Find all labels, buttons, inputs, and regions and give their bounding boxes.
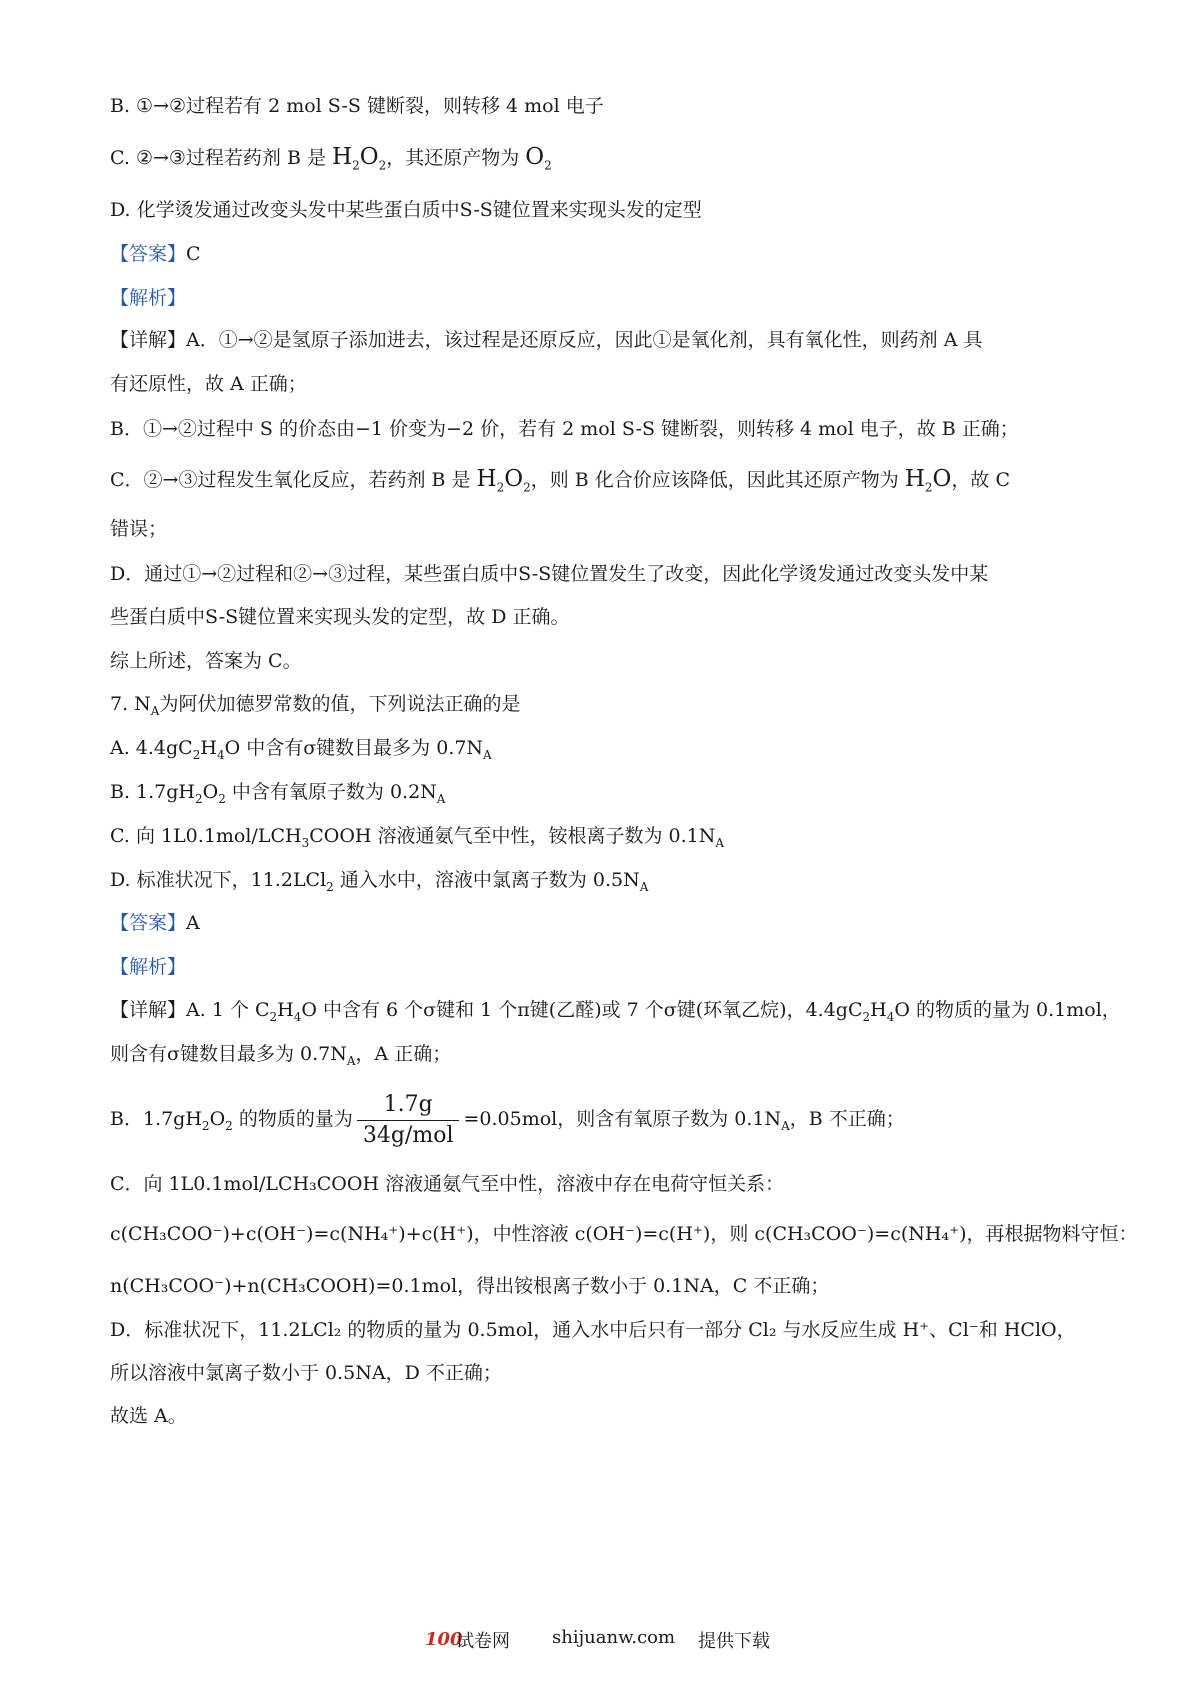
eac-sub: A [346, 1053, 356, 1068]
option-c-part2: ，其还原产物为 [386, 147, 526, 169]
ea-sub2: 4 [293, 1009, 302, 1024]
opt-b-sub1: 2 [195, 791, 203, 806]
opt-c-sub1: 3 [301, 835, 310, 850]
detail-a-cont: 有还原性，故 A 正确； [110, 373, 307, 395]
detail-c-part2: ，则 B 化合价应该降低，因此其还原产物为 [530, 469, 905, 491]
detail-a-text: A．①→②是氢原子添加进去，该过程是还原反应，因此①是氧化剂，具有氧化性，则药剂 A 具 [186, 329, 983, 351]
explain-d-cont: 所以溶液中氯离子数小于 0.5NA，D 不正确； [110, 1362, 502, 1384]
option-c-part1: C. ②→③过程若药剂 B 是 [110, 147, 333, 169]
answer-label-2: 【答案】 [110, 912, 187, 934]
eb-sub1: 2 [201, 1118, 210, 1133]
opt-a-h: H [200, 737, 217, 759]
opt-b-part2: 中含有氧原子数为 0.2N [231, 781, 437, 803]
explain-b-p2: 的物质的量为 [238, 1108, 353, 1130]
explain-a-cont-p1: 则含有σ键数目最多为 0.7N [110, 1043, 347, 1065]
opt-d-sub1: 2 [326, 879, 334, 894]
answer-label: 【答案】 [110, 243, 187, 265]
fraction [357, 1090, 460, 1151]
explain-c-eq1: c(CH₃COO⁻)+c(OH⁻)=c(NH₄⁺)+c(H⁺)，中性溶液 c(OH⁻)=c(H⁺)，则 c(CH₃COO⁻)=c(NH₄⁺)，再根据物料守恒： [110, 1223, 1138, 1245]
option-b7 [110, 778, 445, 813]
site-logo: 100 [425, 1629, 463, 1650]
analysis-label-1: 【解析】 [110, 287, 187, 309]
opt-a-sub1: 2 [192, 747, 201, 762]
opt-b-sub2: 2 [218, 791, 226, 806]
opt-a-part2: O 中含有σ键数目最多为 0.7N [224, 737, 484, 759]
detail-a [110, 326, 982, 354]
opt-d-sub2: A [639, 879, 649, 894]
opt-c-part2: COOH 溶液通氨气至中性，铵根离子数为 0.1N [309, 825, 716, 847]
opt-d-part2: 通入水中，溶液中氯离子数为 0.5N [339, 869, 640, 891]
explain-a-p1: A. 1 个 C [186, 999, 270, 1021]
explain-label: 【详解】 [110, 999, 187, 1021]
detail-b: B．①→②过程中 S 的价态由−1 价变为−2 价，若有 2 mol S-S 键断裂，则转移 4 mol 电子，故 B 正确； [110, 418, 1019, 440]
option-d7 [110, 866, 648, 901]
formula-h2o2-2: $H_2O_2$ [476, 466, 531, 495]
opt-d-part1: D. 标准状况下，11.2LCl [110, 869, 327, 891]
explain-a [110, 996, 1121, 1031]
option-d-text: D. 化学烫发通过改变头发中某些蛋白质中S-S键位置来实现头发的定型 [110, 199, 702, 221]
explain-a-cont-p2: ，A 正确； [355, 1043, 452, 1065]
detail-c-part3: ，故 C [951, 469, 1010, 491]
fraction-denominator: 34g/mol [362, 1122, 454, 1148]
option-a7 [110, 734, 492, 769]
ea-h: H [277, 999, 294, 1021]
opt-c-sub2: A [715, 835, 725, 850]
summary-1: 综上所述，答案为 C。 [110, 650, 302, 672]
explain-d: D．标准状况下，11.2LCl₂ 的物质的量为 0.5mol，通入水中后只有一部分 Cl₂ 与水反应生成 H⁺、Cl⁻和 HClO， [110, 1319, 1076, 1341]
ea-sub3: 2 [862, 1009, 871, 1024]
download-text: 提供下载 [698, 1631, 770, 1652]
option-b-text: B. ①→②过程若有 2 mol S-S 键断裂，则转移 4 mol 电子 [110, 95, 604, 117]
ea-h2: H [870, 999, 887, 1021]
detail-d: D．通过①→②过程和②→③过程，某些蛋白质中S-S键位置发生了改变，因此化学烫发通过改变头发中某 [110, 563, 989, 585]
formula-h2o2: $H_2O_2$ [332, 144, 387, 173]
opt-a-part1: A. 4.4gC [110, 737, 193, 759]
explain-a-cont [110, 1040, 451, 1075]
answer-1 [110, 240, 201, 268]
explain-b-p3: =0.05mol，则含有氧原子数为 0.1N [463, 1108, 782, 1130]
explain-b-p1: B．1.7gH [110, 1108, 202, 1130]
q7-sub: A [150, 703, 160, 718]
answer-value-2: A [186, 912, 200, 934]
formula-o2: $O_2$ [525, 144, 552, 173]
eb-o: O [209, 1108, 226, 1130]
detail-c-part1: C．②→③过程发生氧化反应，若药剂 B 是 [110, 469, 477, 491]
opt-b-sub3: A [436, 791, 446, 806]
opt-b-o: O [202, 781, 219, 803]
explain-a-p3: O 的物质的量为 0.1mol， [894, 999, 1121, 1021]
explain-b [110, 1088, 905, 1157]
eb-sub2: 2 [225, 1118, 233, 1133]
detail-label: 【详解】 [110, 329, 187, 351]
eb-sub3: A [781, 1118, 790, 1133]
q7-part2: 为阿伏加德罗常数的值，下列说法正确的是 [159, 693, 521, 715]
option-c-text [110, 143, 552, 180]
explain-b-p4: ，B 不正确； [789, 1108, 905, 1130]
fraction-numerator: 1.7g [357, 1090, 460, 1121]
site-name: 试卷网 [456, 1631, 510, 1652]
detail-c [110, 465, 1010, 502]
q7-part1: 7. N [110, 693, 151, 715]
explain-c-eq2: n(CH₃COO⁻)+n(CH₃COOH)=0.1mol，得出铵根离子数小于 0.1NA，C 不正确； [110, 1275, 830, 1297]
page-footer [0, 1625, 1191, 1655]
ea-sub4: 4 [886, 1009, 895, 1024]
opt-a-sub2: 4 [216, 747, 225, 762]
detail-c-cont: 错误； [110, 518, 168, 540]
ea-sub1: 2 [269, 1009, 278, 1024]
opt-c-part1: C. 向 1L0.1mol/LCH [110, 825, 302, 847]
opt-a-sub3: A [483, 747, 492, 762]
formula-h2o: $H_2O$ [904, 466, 952, 495]
opt-b-part1: B. 1.7gH [110, 781, 195, 803]
detail-d-cont: 些蛋白质中S-S键位置来实现头发的定型，故 D 正确。 [110, 606, 570, 628]
analysis-label-2: 【解析】 [110, 956, 187, 978]
site-domain: shijuanw.com [552, 1627, 676, 1648]
explain-c: C．向 1L0.1mol/LCH₃COOH 溶液通氨气至中性，溶液中存在电荷守恒关系： [110, 1173, 785, 1195]
summary-2: 故选 A。 [110, 1405, 187, 1427]
answer-value: C [186, 243, 201, 265]
question-7 [110, 690, 520, 725]
option-c7 [110, 822, 724, 857]
explain-a-p2: O 中含有 6 个σ键和 1 个π键(乙醛)或 7 个σ键(环氧乙烷)，4.4gC [301, 999, 863, 1021]
answer-2 [110, 909, 200, 937]
